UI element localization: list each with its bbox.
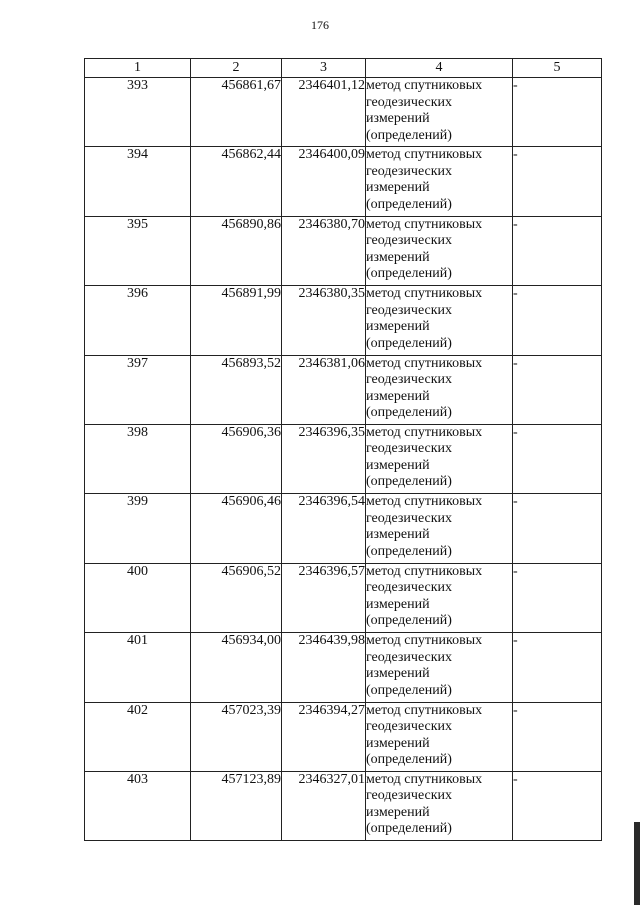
coordinate-y: 2346381,06: [282, 355, 366, 424]
coordinate-y: 2346380,70: [282, 216, 366, 285]
coordinate-y: 2346401,12: [282, 78, 366, 147]
point-number: 400: [85, 563, 191, 632]
table-row: [85, 78, 602, 147]
determination-method: метод спутниковых геодезических измерений (определений): [366, 771, 513, 840]
point-number: 402: [85, 702, 191, 771]
determination-method: метод спутниковых геодезических измерений (определений): [366, 494, 513, 563]
coordinate-x: 456861,67: [191, 78, 282, 147]
table-body: [85, 78, 602, 841]
column-header-5: 5: [513, 59, 602, 78]
coordinate-x: 456934,00: [191, 633, 282, 702]
accuracy-note: -: [513, 563, 602, 632]
table-row: [85, 494, 602, 563]
accuracy-note: -: [513, 78, 602, 147]
coordinate-x: 456891,99: [191, 286, 282, 355]
column-header-3: 3: [282, 59, 366, 78]
table-row: [85, 216, 602, 285]
coordinate-y: 2346439,98: [282, 633, 366, 702]
accuracy-note: -: [513, 147, 602, 216]
accuracy-note: -: [513, 355, 602, 424]
table-row: [85, 563, 602, 632]
determination-method: метод спутниковых геодезических измерений (определений): [366, 147, 513, 216]
coordinate-x: 456893,52: [191, 355, 282, 424]
accuracy-note: -: [513, 771, 602, 840]
coordinate-y: 2346396,57: [282, 563, 366, 632]
table-row: [85, 147, 602, 216]
determination-method: метод спутниковых геодезических измерений (определений): [366, 216, 513, 285]
point-number: 395: [85, 216, 191, 285]
coordinate-x: 456890,86: [191, 216, 282, 285]
table-row: [85, 355, 602, 424]
scan-edge-shadow: [634, 822, 640, 905]
point-number: 399: [85, 494, 191, 563]
coordinate-y: 2346396,35: [282, 424, 366, 493]
determination-method: метод спутниковых геодезических измерений (определений): [366, 286, 513, 355]
table-row: [85, 633, 602, 702]
coordinate-x: 456906,46: [191, 494, 282, 563]
coordinate-y: 2346396,54: [282, 494, 366, 563]
coordinate-y: 2346380,35: [282, 286, 366, 355]
determination-method: метод спутниковых геодезических измерений (определений): [366, 702, 513, 771]
accuracy-note: -: [513, 286, 602, 355]
header-row: [85, 59, 602, 78]
accuracy-note: -: [513, 702, 602, 771]
coordinate-y: 2346400,09: [282, 147, 366, 216]
point-number: 401: [85, 633, 191, 702]
column-header-2: 2: [191, 59, 282, 78]
point-number: 398: [85, 424, 191, 493]
coordinate-x: 457023,39: [191, 702, 282, 771]
determination-method: метод спутниковых геодезических измерений (определений): [366, 78, 513, 147]
point-number: 393: [85, 78, 191, 147]
determination-method: метод спутниковых геодезических измерений (определений): [366, 355, 513, 424]
point-number: 396: [85, 286, 191, 355]
coordinate-x: 456862,44: [191, 147, 282, 216]
table-header: [85, 59, 602, 78]
determination-method: метод спутниковых геодезических измерений (определений): [366, 563, 513, 632]
accuracy-note: -: [513, 633, 602, 702]
table-row: [85, 702, 602, 771]
coordinates-table: [84, 58, 602, 841]
column-header-1: 1: [85, 59, 191, 78]
point-number: 397: [85, 355, 191, 424]
column-header-4: 4: [366, 59, 513, 78]
coordinate-x: 456906,36: [191, 424, 282, 493]
coordinate-x: 457123,89: [191, 771, 282, 840]
table-row: [85, 286, 602, 355]
accuracy-note: -: [513, 216, 602, 285]
table-row: [85, 771, 602, 840]
page-number: 176: [311, 18, 329, 32]
determination-method: метод спутниковых геодезических измерений (определений): [366, 633, 513, 702]
accuracy-note: -: [513, 424, 602, 493]
determination-method: метод спутниковых геодезических измерений (определений): [366, 424, 513, 493]
accuracy-note: -: [513, 494, 602, 563]
coordinate-y: 2346327,01: [282, 771, 366, 840]
coordinate-x: 456906,52: [191, 563, 282, 632]
table-row: [85, 424, 602, 493]
point-number: 394: [85, 147, 191, 216]
point-number: 403: [85, 771, 191, 840]
coordinate-y: 2346394,27: [282, 702, 366, 771]
